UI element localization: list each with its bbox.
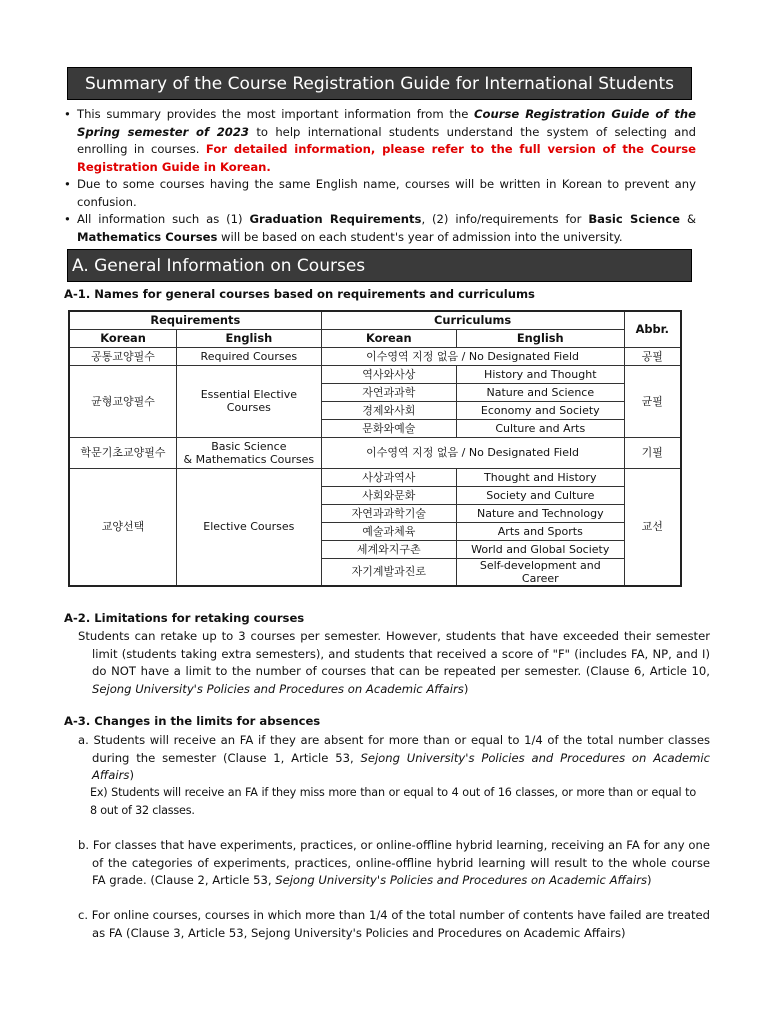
table-row: 자연과과학 Nature and Science — [69, 383, 681, 401]
a3-item-c: c. For online courses, courses in which more than 1/4 of the total number of contents have failed are treated as FA (Clause 3, Article 53, Sejong University's Policies and Procedures on Academic Affairs) — [78, 908, 710, 940]
header-requirements: Requirements — [69, 311, 321, 329]
header-korean: Korean — [69, 329, 177, 347]
intro-bullet-3: • All information such as (1) Graduation Requirements, (2) info/requirements for Basic Science & Mathematics Courses will be based on each student's year of admission into the university. — [64, 212, 696, 244]
intro-list — [62, 106, 696, 246]
document-title: Summary of the Course Registration Guide for International Students — [67, 67, 692, 100]
table-row: 사회와문화 Society and Culture — [69, 486, 681, 504]
table-row: 학문기초교양필수 Basic Science & Mathematics Courses 이수영역 지정 없음 / No Designated Field 기필 — [69, 437, 681, 468]
table-row: 예술과체육 Arts and Sports — [69, 522, 681, 540]
header-english: English — [177, 329, 322, 347]
a2-text: Students can retake up to 3 courses per semester. However, students that have exceeded their semester limit (students taking extra semesters), and students that received a score of "F" (includes FA, NP, and I) do NOT have a limit to the number of courses that can be repeated per semester. (Clause 6, Article 10, Sejong University's Policies and Procedures on Academic Affairs) — [78, 629, 710, 696]
table-row: 자연과과학기술 Nature and Technology — [69, 504, 681, 522]
table-row: 문화와예술 Culture and Arts — [69, 419, 681, 437]
a2-title: A-2. Limitations for retaking courses — [64, 611, 305, 625]
course-requirements-table — [68, 310, 682, 587]
header-abbr: Abbr. — [624, 311, 681, 347]
header-korean-2: Korean — [321, 329, 456, 347]
a3-title: A-3. Changes in the limits for absences — [64, 714, 321, 728]
table-row: 공통교양필수 Required Courses 이수영역 지정 없음 / No Designated Field 공필 — [69, 347, 681, 365]
table-row: 교양선택 Elective Courses 사상과역사 Thought and History 교선 — [69, 468, 681, 486]
intro-bullet-1: • This summary provides the most important information from the Course Registration Guide of the Spring semester of 2023 to help international students understand the system of selecting and enrolling in courses. For detailed information, please refer to the full version of the Course Registration Guide in Korean. — [64, 107, 697, 174]
header-curriculums: Curriculums — [321, 311, 624, 329]
intro-bullet-2: • Due to some courses having the same English name, courses will be written in Korean to prevent any confusion. — [64, 177, 696, 209]
table-row: 경제와사회 Economy and Society — [69, 401, 681, 419]
a3-item-a: a. Students will receive an FA if they are absent for more than or equal to 1/4 of the total number classes during the semester (Clause 1, Article 53, Sejong University's Policies and Procedures on Academic Affairs) — [78, 733, 710, 782]
table-row: 균형교양필수 Essential Elective Courses 역사와사상 History and Thought 균필 — [69, 365, 681, 383]
table-row: 자기계발과진로 Self-development and Career — [69, 558, 681, 586]
a1-title: A-1. Names for general courses based on requirements and curriculums — [64, 287, 535, 301]
header-english-2: English — [456, 329, 624, 347]
table-row: 세계와지구촌 World and Global Society — [69, 540, 681, 558]
section-a-heading: A. General Information on Courses — [67, 249, 692, 282]
a3-example: Ex) Students will receive an FA if they miss more than or equal to 4 out of 16 classes, or more than or equal to 8 out of 32 classes. — [90, 786, 696, 817]
a3-item-b: b. For classes that have experiments, practices, or online-offline hybrid learning, receiving an FA for any one of the categories of experiments, practices, online-offline hybrid learning will result to the whole course FA grade. (Clause 2, Article 53, Sejong University's Policies and Procedures on Academic Affairs) — [78, 838, 710, 887]
